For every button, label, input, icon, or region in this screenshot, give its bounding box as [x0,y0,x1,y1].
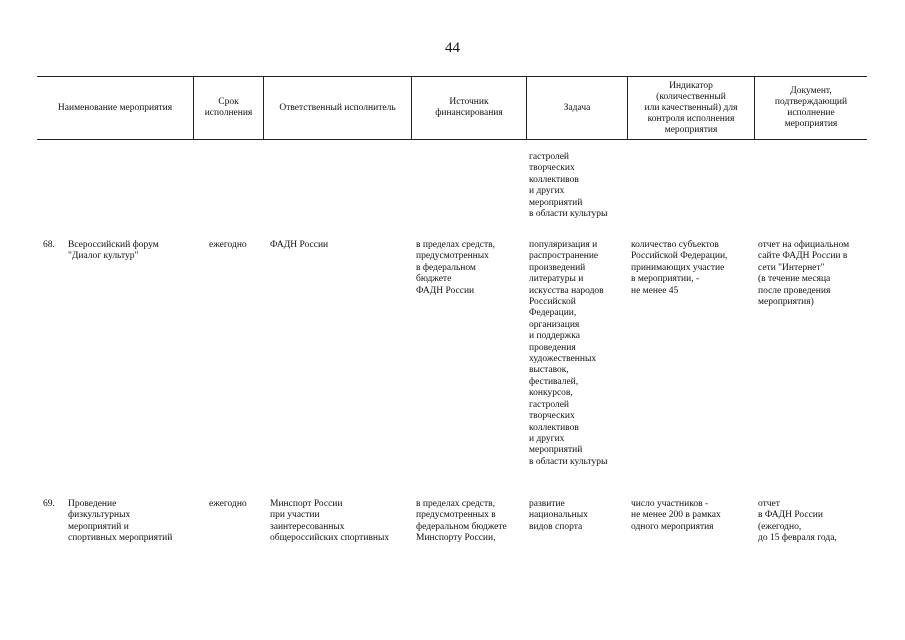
row-term: ежегодно [209,240,247,250]
page-number: 44 [445,40,460,56]
row-task: популяризация и распространение произведений литературы и искусства народов Российской Федерации, организация и поддержка проведения художественных выставок, фестивалей, конкурсов, гастролей творческих коллективов и других мероприятий в области культуры [529,240,608,467]
row-term: ежегодно [209,499,247,509]
row-document: отчет на официальном сайте ФАДН России в сети "Интернет" (в течение месяца после проведения мероприятия) [758,240,850,308]
row-name: Всероссийский форум "Диалог культур" [68,240,159,262]
header-source: Источник финансирования [435,97,503,118]
row-name: Проведение физкультурных мероприятий и спортивных мероприятий [68,499,173,544]
header-executor: Ответственный исполнитель [279,102,396,113]
header-term: Срок исполнения [204,97,253,118]
header-task: Задача [563,102,591,113]
row-source: в пределах средств, предусмотренных в федеральном бюджете ФАДН России [416,240,496,296]
header-indicator: Индикатор (количественный или качественный) для контроля исполнения мероприятия [644,80,738,135]
row-task: развитие национальных видов спорта [529,499,588,532]
row-number: 68. [43,240,55,250]
row-indicator: число участников - не менее 200 в рамках одного мероприятия [631,499,721,532]
header-name: Наименование мероприятия [57,102,173,113]
row-number: 69. [43,499,55,509]
table-header [37,76,867,140]
row-indicator: количество субъектов Российской Федерации, принимающих участие в мероприятии, - не менее 45 [631,240,728,296]
header-document: Документ, подтверждающий исполнение мероприятия [774,86,848,129]
continuation-task: гастролей творческих коллективов и других мероприятий в области культуры [529,152,608,220]
row-executor: Минспорт России при участии заинтересованных общероссийских спортивных [270,499,390,544]
row-document: отчет в ФАДН России (ежегодно, до 15 февраля года, [758,499,837,544]
row-source: в пределах средств, предусмотренных в федеральном бюджете Минспорту России, [416,499,507,544]
row-executor: ФАДН России [270,240,329,250]
